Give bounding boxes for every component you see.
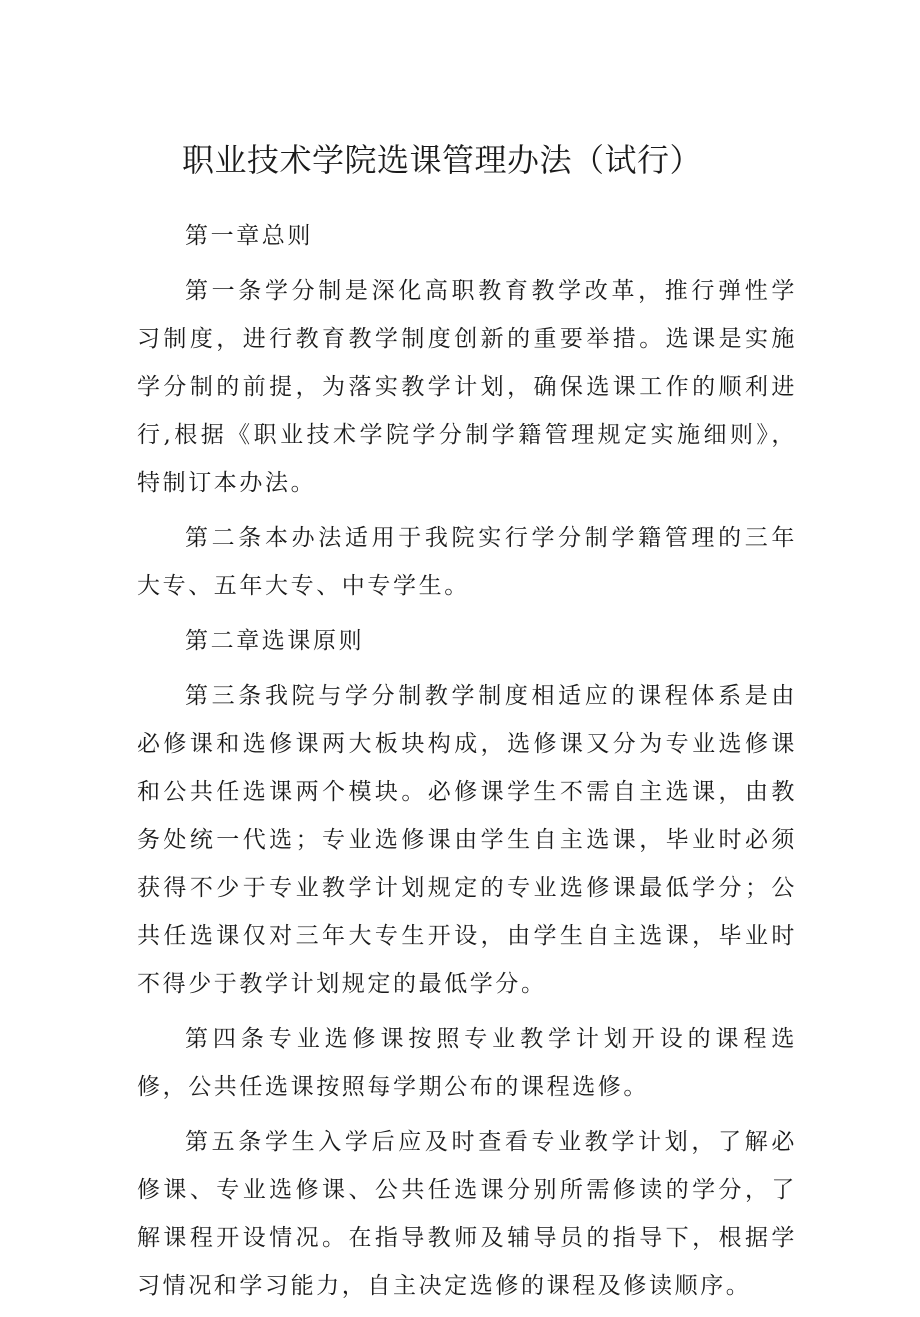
article-4-paragraph: 第四条专业选修课按照专业教学计划开设的课程选修，公共任选课按照每学期公布的课程选修。 bbox=[137, 1026, 797, 1100]
chapter-heading-1: 第一章总则 bbox=[185, 223, 313, 249]
article-3-paragraph: 第三条我院与学分制教学制度相适应的课程体系是由必修课和选修课两大板块构成，选修课又分为专业选修课和公共任选课两个模块。必修课学生不需自主选课，由教务处统一代选；专业选修课由学生自主选课，毕业时必须获得不少于专业教学计划规定的专业选修课最低学分；公共任选课仅对三年大专生开设，由学生自主选课，毕业时不得少于教学计划规定的最低学分。 bbox=[137, 683, 797, 997]
chapter-heading-2: 第二章选课原则 bbox=[185, 628, 365, 654]
article-5-paragraph: 第五条学生入学后应及时查看专业教学计划，了解必修课、专业选修课、公共任选课分别所需修读的学分，了解课程开设情况。在指导教师及辅导员的指导下，根据学习情况和学习能力，自主决定选修的课程及修读顺序。 bbox=[137, 1129, 797, 1299]
article-1-paragraph: 第一条学分制是深化高职教育教学改革，推行弹性学习制度，进行教育教学制度创新的重要举措。选课是实施学分制的前提，为落实教学计划，确保选课工作的顺利进行,根据《职业技术学院学分制学籍管理规定实施细则》，特制订本办法。 bbox=[137, 278, 797, 496]
document-title: 职业技术学院选课管理办法（试行） bbox=[182, 141, 703, 179]
document-body bbox=[137, 212, 797, 1317]
article-2-paragraph: 第二条本办法适用于我院实行学分制学籍管理的三年大专、五年大专、中专学生。 bbox=[137, 525, 797, 599]
